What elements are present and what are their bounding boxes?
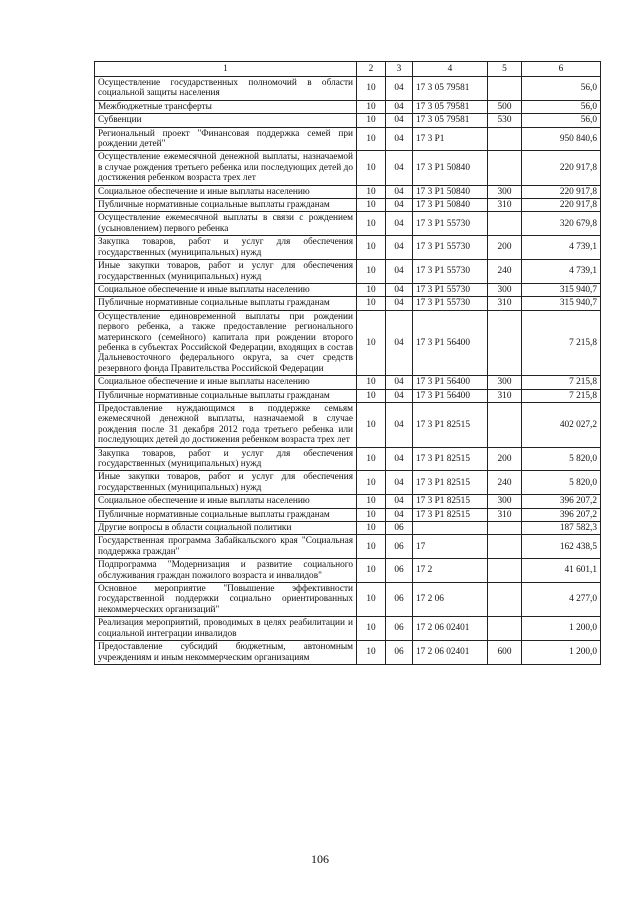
amount-cell: 41 601,1 xyxy=(522,559,601,583)
subsection-code-cell: 06 xyxy=(386,617,413,641)
section-code-cell: 10 xyxy=(357,508,386,521)
subsection-code-cell: 04 xyxy=(386,114,413,127)
subsection-code-cell: 06 xyxy=(386,583,413,617)
amount-cell: 950 840,6 xyxy=(522,127,601,151)
table-row xyxy=(95,260,601,284)
subsection-code-cell: 04 xyxy=(386,77,413,101)
section-code-cell: 10 xyxy=(357,212,386,236)
subsection-code-cell: 04 xyxy=(386,447,413,471)
amount-cell: 4 277,0 xyxy=(522,583,601,617)
section-code-cell: 10 xyxy=(357,185,386,198)
expense-type-cell: 310 xyxy=(488,508,522,521)
row-name-cell: Государственная программа Забайкальского края "Социальная поддержка граждан" xyxy=(95,535,357,559)
amount-cell: 1 200,0 xyxy=(522,641,601,665)
row-name-cell: Публичные нормативные социальные выплаты гражданам xyxy=(95,297,357,310)
expense-type-cell xyxy=(488,559,522,583)
expense-type-cell xyxy=(488,617,522,641)
amount-cell: 5 820,0 xyxy=(522,471,601,495)
subsection-code-cell: 06 xyxy=(386,535,413,559)
section-code-cell: 10 xyxy=(357,100,386,113)
row-name-cell: Осуществление ежемесячной денежной выплаты, назначаемой в случае рождения третьего ребенка или последующих детей до достижения ребенком возраста трех лет xyxy=(95,151,357,185)
row-name-cell: Публичные нормативные социальные выплаты гражданам xyxy=(95,508,357,521)
column-header: 3 xyxy=(386,62,413,77)
row-name-cell: Другие вопросы в области социальной политики xyxy=(95,522,357,535)
expense-type-cell: 300 xyxy=(488,495,522,508)
section-code-cell: 10 xyxy=(357,114,386,127)
target-article-cell: 17 3 05 79581 xyxy=(413,100,488,113)
row-name-cell: Социальное обеспечение и иные выплаты населению xyxy=(95,376,357,389)
amount-cell: 1 200,0 xyxy=(522,617,601,641)
amount-cell: 5 820,0 xyxy=(522,447,601,471)
expense-type-cell xyxy=(488,522,522,535)
row-name-cell: Публичные нормативные социальные выплаты гражданам xyxy=(95,199,357,212)
table-row xyxy=(95,114,601,127)
column-header: 6 xyxy=(522,62,601,77)
target-article-cell: 17 3 P1 55730 xyxy=(413,260,488,284)
target-article-cell: 17 3 P1 82515 xyxy=(413,447,488,471)
expense-type-cell: 600 xyxy=(488,641,522,665)
row-name-cell: Предоставление субсидий бюджетным, автономным учреждениям и иным некоммерческим организациям xyxy=(95,641,357,665)
row-name-cell: Межбюджетные трансферты xyxy=(95,100,357,113)
column-header: 1 xyxy=(95,62,357,77)
row-name-cell: Осуществление государственных полномочий в области социальной защиты населения xyxy=(95,77,357,101)
row-name-cell: Подпрограмма "Модернизация и развитие социального обслуживания граждан пожилого возраста и инвалидов" xyxy=(95,559,357,583)
target-article-cell: 17 3 P1 56400 xyxy=(413,376,488,389)
subsection-code-cell: 04 xyxy=(386,508,413,521)
target-article-cell: 17 3 P1 56400 xyxy=(413,389,488,402)
target-article-cell: 17 3 P1 xyxy=(413,127,488,151)
subsection-code-cell: 04 xyxy=(386,260,413,284)
expense-type-cell: 240 xyxy=(488,471,522,495)
section-code-cell: 10 xyxy=(357,297,386,310)
table-row xyxy=(95,447,601,471)
row-name-cell: Закупка товаров, работ и услуг для обеспечения государственных (муниципальных) нужд xyxy=(95,236,357,260)
row-name-cell: Социальное обеспечение и иные выплаты населению xyxy=(95,495,357,508)
section-code-cell: 10 xyxy=(357,447,386,471)
expense-type-cell xyxy=(488,583,522,617)
expense-type-cell xyxy=(488,127,522,151)
subsection-code-cell: 04 xyxy=(386,402,413,447)
section-code-cell: 10 xyxy=(357,522,386,535)
target-article-cell: 17 3 P1 55730 xyxy=(413,297,488,310)
row-name-cell: Реализация мероприятий, проводимых в целях реабилитации и социальной интеграции инвалидов xyxy=(95,617,357,641)
expense-type-cell: 310 xyxy=(488,389,522,402)
section-code-cell: 10 xyxy=(357,376,386,389)
subsection-code-cell: 04 xyxy=(386,236,413,260)
section-code-cell: 10 xyxy=(357,617,386,641)
target-article-cell: 17 3 P1 82515 xyxy=(413,508,488,521)
subsection-code-cell: 04 xyxy=(386,185,413,198)
target-article-cell: 17 3 P1 55730 xyxy=(413,283,488,296)
amount-cell: 7 215,8 xyxy=(522,376,601,389)
target-article-cell: 17 3 P1 55730 xyxy=(413,212,488,236)
subsection-code-cell: 04 xyxy=(386,127,413,151)
table-row xyxy=(95,508,601,521)
table-row xyxy=(95,100,601,113)
table-row xyxy=(95,402,601,447)
section-code-cell: 10 xyxy=(357,151,386,185)
expense-type-cell xyxy=(488,151,522,185)
section-code-cell: 10 xyxy=(357,199,386,212)
table-row xyxy=(95,535,601,559)
amount-cell: 7 215,8 xyxy=(522,389,601,402)
target-article-cell: 17 3 P1 50840 xyxy=(413,185,488,198)
amount-cell: 220 917,8 xyxy=(522,151,601,185)
row-name-cell: Закупка товаров, работ и услуг для обеспечения государственных (муниципальных) нужд xyxy=(95,447,357,471)
amount-cell: 220 917,8 xyxy=(522,199,601,212)
subsection-code-cell: 04 xyxy=(386,310,413,375)
table-row xyxy=(95,297,601,310)
row-name-cell: Субвенции xyxy=(95,114,357,127)
amount-cell: 162 438,5 xyxy=(522,535,601,559)
target-article-cell: 17 3 05 79581 xyxy=(413,77,488,101)
subsection-code-cell: 04 xyxy=(386,151,413,185)
amount-cell: 4 739,1 xyxy=(522,260,601,284)
section-code-cell: 10 xyxy=(357,495,386,508)
row-name-cell: Региональный проект "Финансовая поддержка семей при рождении детей" xyxy=(95,127,357,151)
expense-type-cell: 200 xyxy=(488,236,522,260)
row-name-cell: Осуществление единовременной выплаты при рождении первого ребенка, а также предоставление регионального материнского (семейного) капитала при рождении второго ребенка в субъектах Российской Федерации, входящих в состав Дальневосточного федерального округа, за счет средств резервного фонда Правительства Российской Федерации xyxy=(95,310,357,375)
expense-type-cell xyxy=(488,310,522,375)
amount-cell: 402 027,2 xyxy=(522,402,601,447)
row-name-cell: Предоставление нуждающимся в поддержке семьям ежемесячной денежной выплаты, назначаемой в случае рождения после 31 декабря 2012 года третьего ребенка или последующих детей до достижения ребенком возраста трех лет xyxy=(95,402,357,447)
target-article-cell: 17 xyxy=(413,535,488,559)
table-row xyxy=(95,389,601,402)
expense-type-cell xyxy=(488,212,522,236)
row-name-cell: Иные закупки товаров, работ и услуг для обеспечения государственных (муниципальных) нужд xyxy=(95,471,357,495)
row-name-cell: Осуществление ежемесячной выплаты в связи с рождением (усыновлением) первого ребенка xyxy=(95,212,357,236)
amount-cell: 320 679,8 xyxy=(522,212,601,236)
expense-type-cell xyxy=(488,402,522,447)
section-code-cell: 10 xyxy=(357,77,386,101)
section-code-cell: 10 xyxy=(357,583,386,617)
target-article-cell: 17 3 P1 56400 xyxy=(413,310,488,375)
expense-type-cell: 240 xyxy=(488,260,522,284)
table-row xyxy=(95,617,601,641)
amount-cell: 396 207,2 xyxy=(522,508,601,521)
section-code-cell: 10 xyxy=(357,389,386,402)
subsection-code-cell: 04 xyxy=(386,389,413,402)
table-row xyxy=(95,583,601,617)
amount-cell: 220 917,8 xyxy=(522,185,601,198)
table-row xyxy=(95,127,601,151)
subsection-code-cell: 04 xyxy=(386,283,413,296)
subsection-code-cell: 06 xyxy=(386,559,413,583)
target-article-cell: 17 2 06 02401 xyxy=(413,641,488,665)
table-row xyxy=(95,283,601,296)
target-article-cell: 17 2 06 xyxy=(413,583,488,617)
section-code-cell: 10 xyxy=(357,236,386,260)
target-article-cell: 17 3 P1 82515 xyxy=(413,471,488,495)
table-row xyxy=(95,495,601,508)
column-header: 5 xyxy=(488,62,522,77)
target-article-cell: 17 3 05 79581 xyxy=(413,114,488,127)
expense-type-cell: 200 xyxy=(488,447,522,471)
section-code-cell: 10 xyxy=(357,283,386,296)
section-code-cell: 10 xyxy=(357,471,386,495)
table-row xyxy=(95,559,601,583)
subsection-code-cell: 04 xyxy=(386,495,413,508)
target-article-cell: 17 3 P1 50840 xyxy=(413,151,488,185)
table-row xyxy=(95,151,601,185)
subsection-code-cell: 04 xyxy=(386,212,413,236)
expense-type-cell xyxy=(488,535,522,559)
amount-cell: 7 215,8 xyxy=(522,310,601,375)
expense-type-cell: 300 xyxy=(488,376,522,389)
expense-type-cell: 310 xyxy=(488,199,522,212)
amount-cell: 56,0 xyxy=(522,114,601,127)
expense-type-cell: 310 xyxy=(488,297,522,310)
table-row xyxy=(95,212,601,236)
expense-type-cell: 530 xyxy=(488,114,522,127)
table-row xyxy=(95,185,601,198)
row-name-cell: Основное мероприятие "Повышение эффективности государственной поддержки социально ориентированных некоммерческих организаций" xyxy=(95,583,357,617)
amount-cell: 315 940,7 xyxy=(522,297,601,310)
section-code-cell: 10 xyxy=(357,127,386,151)
section-code-cell: 10 xyxy=(357,559,386,583)
expense-type-cell: 500 xyxy=(488,100,522,113)
table-row xyxy=(95,641,601,665)
target-article-cell: 17 2 xyxy=(413,559,488,583)
row-name-cell: Иные закупки товаров, работ и услуг для обеспечения государственных (муниципальных) нужд xyxy=(95,260,357,284)
table-row xyxy=(95,199,601,212)
amount-cell: 187 582,3 xyxy=(522,522,601,535)
table-row xyxy=(95,310,601,375)
column-header: 2 xyxy=(357,62,386,77)
target-article-cell xyxy=(413,522,488,535)
section-code-cell: 10 xyxy=(357,310,386,375)
row-name-cell: Социальное обеспечение и иные выплаты населению xyxy=(95,283,357,296)
target-article-cell: 17 3 P1 82515 xyxy=(413,495,488,508)
section-code-cell: 10 xyxy=(357,535,386,559)
expense-type-cell xyxy=(488,77,522,101)
amount-cell: 4 739,1 xyxy=(522,236,601,260)
header-row xyxy=(95,62,601,77)
row-name-cell: Публичные нормативные социальные выплаты гражданам xyxy=(95,389,357,402)
subsection-code-cell: 06 xyxy=(386,522,413,535)
target-article-cell: 17 3 P1 50840 xyxy=(413,199,488,212)
subsection-code-cell: 04 xyxy=(386,376,413,389)
amount-cell: 396 207,2 xyxy=(522,495,601,508)
budget-table xyxy=(94,61,601,665)
subsection-code-cell: 06 xyxy=(386,641,413,665)
table-row xyxy=(95,376,601,389)
row-name-cell: Социальное обеспечение и иные выплаты населению xyxy=(95,185,357,198)
subsection-code-cell: 04 xyxy=(386,100,413,113)
expense-type-cell: 300 xyxy=(488,283,522,296)
section-code-cell: 10 xyxy=(357,260,386,284)
section-code-cell: 10 xyxy=(357,402,386,447)
subsection-code-cell: 04 xyxy=(386,297,413,310)
target-article-cell: 17 3 P1 55730 xyxy=(413,236,488,260)
column-header: 4 xyxy=(413,62,488,77)
table-row xyxy=(95,522,601,535)
target-article-cell: 17 3 P1 82515 xyxy=(413,402,488,447)
target-article-cell: 17 2 06 02401 xyxy=(413,617,488,641)
subsection-code-cell: 04 xyxy=(386,471,413,495)
page-number: 106 xyxy=(311,852,329,866)
section-code-cell: 10 xyxy=(357,641,386,665)
table-row xyxy=(95,77,601,101)
subsection-code-cell: 04 xyxy=(386,199,413,212)
table-row xyxy=(95,471,601,495)
amount-cell: 56,0 xyxy=(522,100,601,113)
amount-cell: 56,0 xyxy=(522,77,601,101)
table-row xyxy=(95,236,601,260)
expense-type-cell: 300 xyxy=(488,185,522,198)
amount-cell: 315 940,7 xyxy=(522,283,601,296)
